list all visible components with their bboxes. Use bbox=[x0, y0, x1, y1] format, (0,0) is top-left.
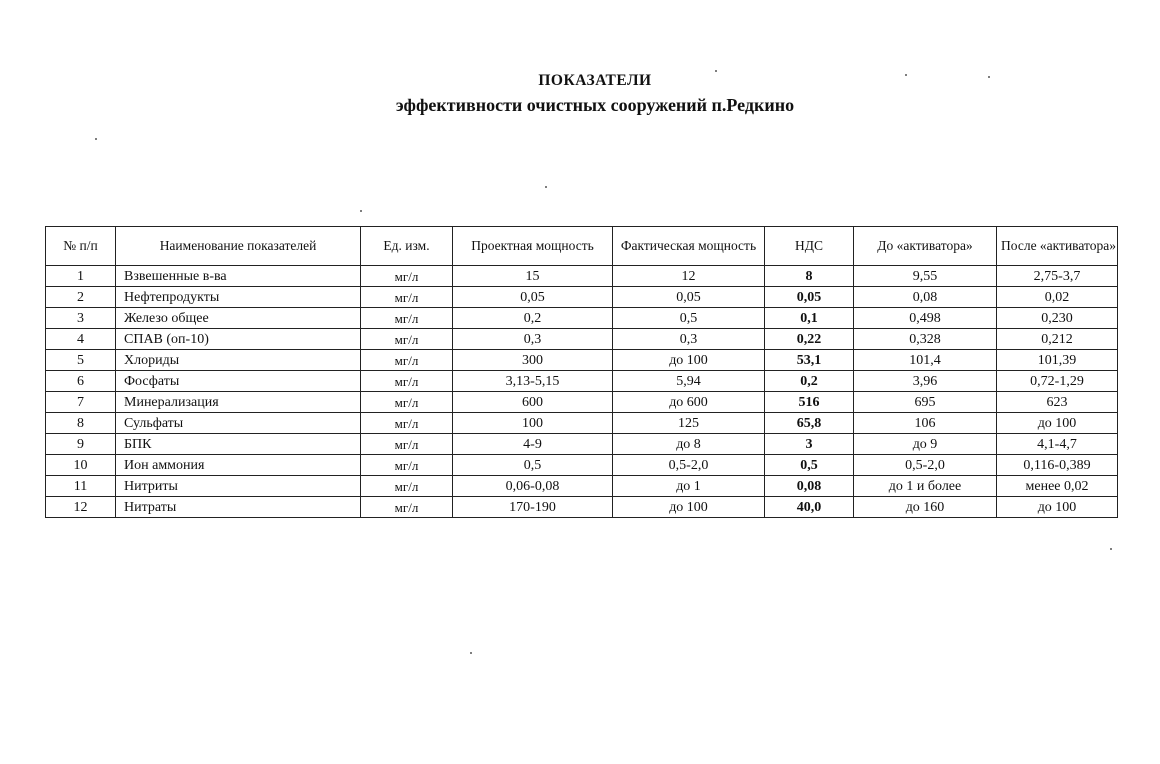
document-title: ПОКАЗАТЕЛИ bbox=[538, 72, 652, 89]
cell-design: 100 bbox=[453, 413, 613, 434]
cell-name: Нефтепродукты bbox=[116, 287, 361, 308]
cell-after: до 100 bbox=[997, 413, 1118, 434]
table-row bbox=[46, 476, 1118, 497]
cell-before: до 9 bbox=[854, 434, 997, 455]
cell-unit: мг/л bbox=[361, 329, 453, 350]
header-name: Наименование показателей bbox=[116, 227, 361, 266]
cell-name: Нитраты bbox=[116, 497, 361, 518]
cell-nds: 0,5 bbox=[765, 455, 854, 476]
table-row bbox=[46, 350, 1118, 371]
cell-before: 0,08 bbox=[854, 287, 997, 308]
cell-before: до 160 bbox=[854, 497, 997, 518]
header-design: Проектная мощность bbox=[453, 227, 613, 266]
indicators-table bbox=[45, 226, 1118, 518]
cell-nds: 40,0 bbox=[765, 497, 854, 518]
cell-nds: 8 bbox=[765, 266, 854, 287]
table-row bbox=[46, 392, 1118, 413]
scan-speck bbox=[988, 76, 990, 78]
cell-actual: 0,05 bbox=[613, 287, 765, 308]
cell-design: 170-190 bbox=[453, 497, 613, 518]
cell-actual: до 1 bbox=[613, 476, 765, 497]
cell-num: 7 bbox=[46, 392, 116, 413]
cell-actual: 5,94 bbox=[613, 371, 765, 392]
cell-before: до 1 и более bbox=[854, 476, 997, 497]
cell-after: менее 0,02 bbox=[997, 476, 1118, 497]
document-subtitle: эффективности очистных сооружений п.Редкино bbox=[395, 95, 795, 115]
cell-before: 3,96 bbox=[854, 371, 997, 392]
cell-after: 0,02 bbox=[997, 287, 1118, 308]
cell-design: 600 bbox=[453, 392, 613, 413]
cell-design: 300 bbox=[453, 350, 613, 371]
cell-name: Фосфаты bbox=[116, 371, 361, 392]
cell-before: 9,55 bbox=[854, 266, 997, 287]
cell-nds: 516 bbox=[765, 392, 854, 413]
cell-actual: до 600 bbox=[613, 392, 765, 413]
cell-name: Сульфаты bbox=[116, 413, 361, 434]
cell-after: 0,212 bbox=[997, 329, 1118, 350]
cell-design: 0,05 bbox=[453, 287, 613, 308]
cell-num: 12 bbox=[46, 497, 116, 518]
cell-unit: мг/л bbox=[361, 476, 453, 497]
cell-unit: мг/л bbox=[361, 413, 453, 434]
cell-design: 0,3 bbox=[453, 329, 613, 350]
header-nds: НДС bbox=[765, 227, 854, 266]
cell-nds: 0,2 bbox=[765, 371, 854, 392]
cell-nds: 65,8 bbox=[765, 413, 854, 434]
header-num: № п/п bbox=[46, 227, 116, 266]
cell-before: 101,4 bbox=[854, 350, 997, 371]
cell-name: СПАВ (оп-10) bbox=[116, 329, 361, 350]
cell-before: 0,498 bbox=[854, 308, 997, 329]
cell-name: Железо общее bbox=[116, 308, 361, 329]
cell-nds: 53,1 bbox=[765, 350, 854, 371]
scan-speck bbox=[905, 74, 907, 76]
cell-nds: 0,22 bbox=[765, 329, 854, 350]
cell-num: 2 bbox=[46, 287, 116, 308]
table-row bbox=[46, 434, 1118, 455]
cell-name: Нитриты bbox=[116, 476, 361, 497]
table-row bbox=[46, 413, 1118, 434]
cell-name: Хлориды bbox=[116, 350, 361, 371]
cell-after: до 100 bbox=[997, 497, 1118, 518]
cell-nds: 0,08 bbox=[765, 476, 854, 497]
header-actual: Фактическая мощность bbox=[613, 227, 765, 266]
cell-actual: 0,3 bbox=[613, 329, 765, 350]
cell-num: 3 bbox=[46, 308, 116, 329]
cell-unit: мг/л bbox=[361, 350, 453, 371]
cell-after: 0,230 bbox=[997, 308, 1118, 329]
cell-before: 0,5-2,0 bbox=[854, 455, 997, 476]
scan-speck bbox=[715, 70, 717, 72]
cell-num: 4 bbox=[46, 329, 116, 350]
cell-unit: мг/л bbox=[361, 266, 453, 287]
cell-nds: 3 bbox=[765, 434, 854, 455]
scan-speck bbox=[1110, 548, 1112, 550]
cell-design: 15 bbox=[453, 266, 613, 287]
cell-num: 10 bbox=[46, 455, 116, 476]
cell-unit: мг/л bbox=[361, 287, 453, 308]
cell-actual: 125 bbox=[613, 413, 765, 434]
cell-before: 106 bbox=[854, 413, 997, 434]
cell-design: 0,2 bbox=[453, 308, 613, 329]
cell-design: 0,06-0,08 bbox=[453, 476, 613, 497]
cell-actual: 0,5-2,0 bbox=[613, 455, 765, 476]
cell-unit: мг/л bbox=[361, 434, 453, 455]
cell-after: 4,1-4,7 bbox=[997, 434, 1118, 455]
cell-actual: до 100 bbox=[613, 350, 765, 371]
cell-nds: 0,1 bbox=[765, 308, 854, 329]
scan-speck bbox=[95, 138, 97, 140]
cell-num: 1 bbox=[46, 266, 116, 287]
header-after: После «активатора» bbox=[997, 227, 1118, 266]
header-unit: Ед. изм. bbox=[361, 227, 453, 266]
table-row bbox=[46, 455, 1118, 476]
cell-num: 5 bbox=[46, 350, 116, 371]
cell-name: Минерализация bbox=[116, 392, 361, 413]
cell-unit: мг/л bbox=[361, 497, 453, 518]
scan-speck bbox=[470, 652, 472, 654]
title-block bbox=[0, 72, 1160, 116]
cell-actual: до 8 bbox=[613, 434, 765, 455]
scan-speck bbox=[360, 210, 362, 212]
table-row bbox=[46, 371, 1118, 392]
cell-unit: мг/л bbox=[361, 371, 453, 392]
cell-name: БПК bbox=[116, 434, 361, 455]
cell-before: 0,328 bbox=[854, 329, 997, 350]
cell-after: 2,75-3,7 bbox=[997, 266, 1118, 287]
cell-nds: 0,05 bbox=[765, 287, 854, 308]
cell-actual: до 100 bbox=[613, 497, 765, 518]
cell-after: 101,39 bbox=[997, 350, 1118, 371]
cell-after: 0,116-0,389 bbox=[997, 455, 1118, 476]
cell-after: 623 bbox=[997, 392, 1118, 413]
cell-before: 695 bbox=[854, 392, 997, 413]
cell-unit: мг/л bbox=[361, 308, 453, 329]
cell-num: 6 bbox=[46, 371, 116, 392]
cell-unit: мг/л bbox=[361, 455, 453, 476]
cell-after: 0,72-1,29 bbox=[997, 371, 1118, 392]
cell-name: Взвешенные в-ва bbox=[116, 266, 361, 287]
cell-actual: 0,5 bbox=[613, 308, 765, 329]
header-before: До «активатора» bbox=[854, 227, 997, 266]
cell-num: 8 bbox=[46, 413, 116, 434]
table-row bbox=[46, 329, 1118, 350]
cell-actual: 12 bbox=[613, 266, 765, 287]
table-header-row bbox=[46, 227, 1118, 266]
table-row bbox=[46, 266, 1118, 287]
cell-design: 4-9 bbox=[453, 434, 613, 455]
table-row bbox=[46, 308, 1118, 329]
table-row bbox=[46, 287, 1118, 308]
cell-unit: мг/л bbox=[361, 392, 453, 413]
cell-design: 3,13-5,15 bbox=[453, 371, 613, 392]
cell-design: 0,5 bbox=[453, 455, 613, 476]
cell-num: 11 bbox=[46, 476, 116, 497]
scan-speck bbox=[545, 186, 547, 188]
table-row bbox=[46, 497, 1118, 518]
cell-name: Ион аммония bbox=[116, 455, 361, 476]
cell-num: 9 bbox=[46, 434, 116, 455]
